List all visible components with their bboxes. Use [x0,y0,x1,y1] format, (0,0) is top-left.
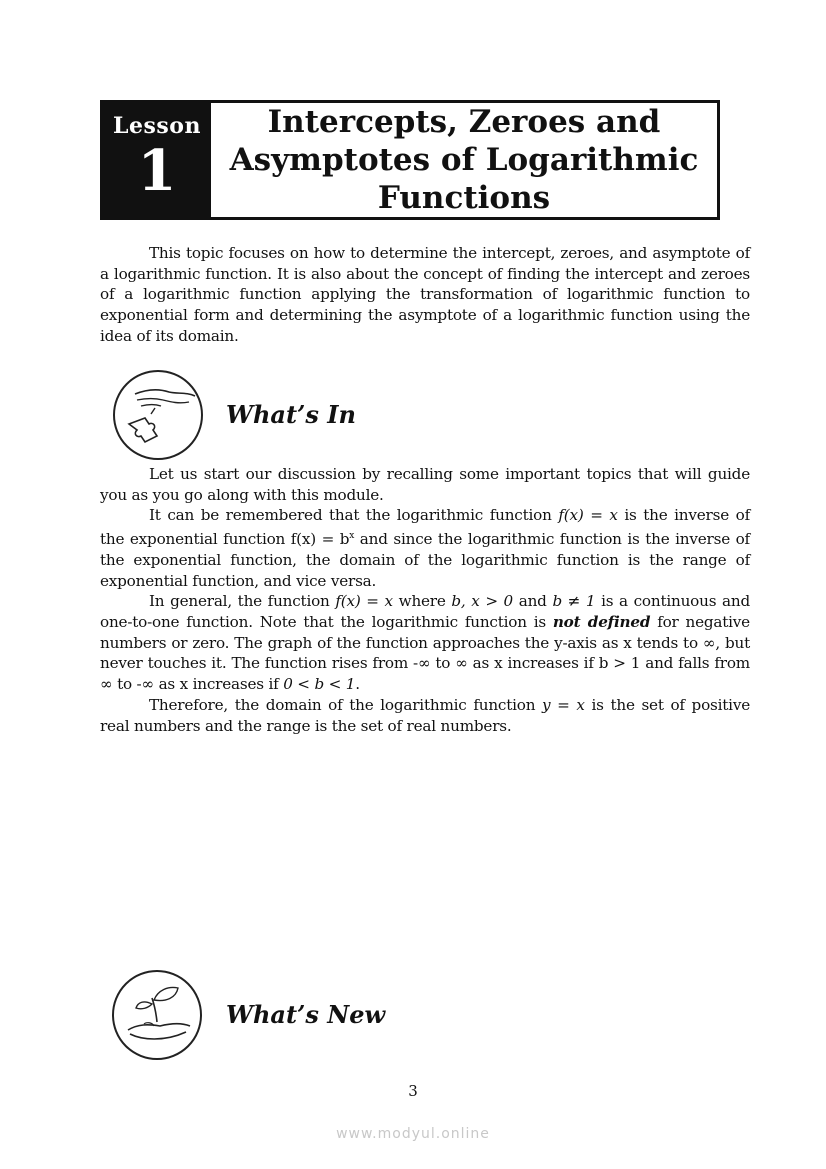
lesson-label: Lesson [113,113,201,139]
lesson-title-line1: Intercepts, Zeroes and [267,104,661,140]
whats-in-p1: Let us start our discussion by recalling some important topics that will guide you as you go along with this module. [100,465,750,504]
math-expression: f(x) = x [558,506,618,525]
whats-in-p4: Therefore, the domain of the logarithmic function y = x is the set of positive real numbers and the range is the set of real numbers. [100,695,751,735]
lesson-label-box [103,103,211,217]
whats-in-heading: What’s In [226,400,356,429]
page-number: 3 [408,1082,418,1100]
puzzle-hand-icon [113,370,203,460]
intro-text: This topic focuses on how to determine the intercept, zeroes, and asymptote of a logarithmic function. It is also about the concept of finding the intercept and zeroes of a logarithmic function applying the transformation of logarithmic function to exponential form and determining the asymptote of a logarithmic function using the idea of its domain. [100,244,750,345]
whats-new-heading: What’s New [226,1000,386,1029]
watermark: www.modyul.online [336,1126,490,1142]
intro-paragraph [100,243,750,347]
plant-in-hand-icon [112,970,202,1060]
math-expression: y = x [542,695,585,714]
whats-in-p3: In general, the function f(x) = x where b, x > 0 and b ≠ 1 is a continuous and one-to-one function. Note that the logarithmic function is not defined for negative numbers or zero. The graph of the function approaches the y-axis as x tends to ∞, but never touches it. The function rises from -∞ to ∞ as x increases if b > 1 and falls from ∞ to -∞ as x increases if 0 < b < 1. [100,592,750,694]
lesson-title [211,103,717,217]
whats-in-p2: It can be remembered that the logarithmic function f(x) = x is the inverse of the exponential function $f(x) = b^x$ and since the logarithmic function is the inverse of the exponential function, the domain of the logarithmic function is the range of exponential function, and vice versa. [100,506,750,590]
math-expression: f(x) = x [335,592,393,611]
lesson-number: 1 [137,138,177,204]
lesson-title-line2: Asymptotes of Logarithmic [229,142,699,178]
emphasis-not-defined: not defined [552,612,651,631]
whats-in-body [100,464,750,736]
lesson-banner [100,100,720,220]
lesson-title-line3: Functions [377,180,551,216]
